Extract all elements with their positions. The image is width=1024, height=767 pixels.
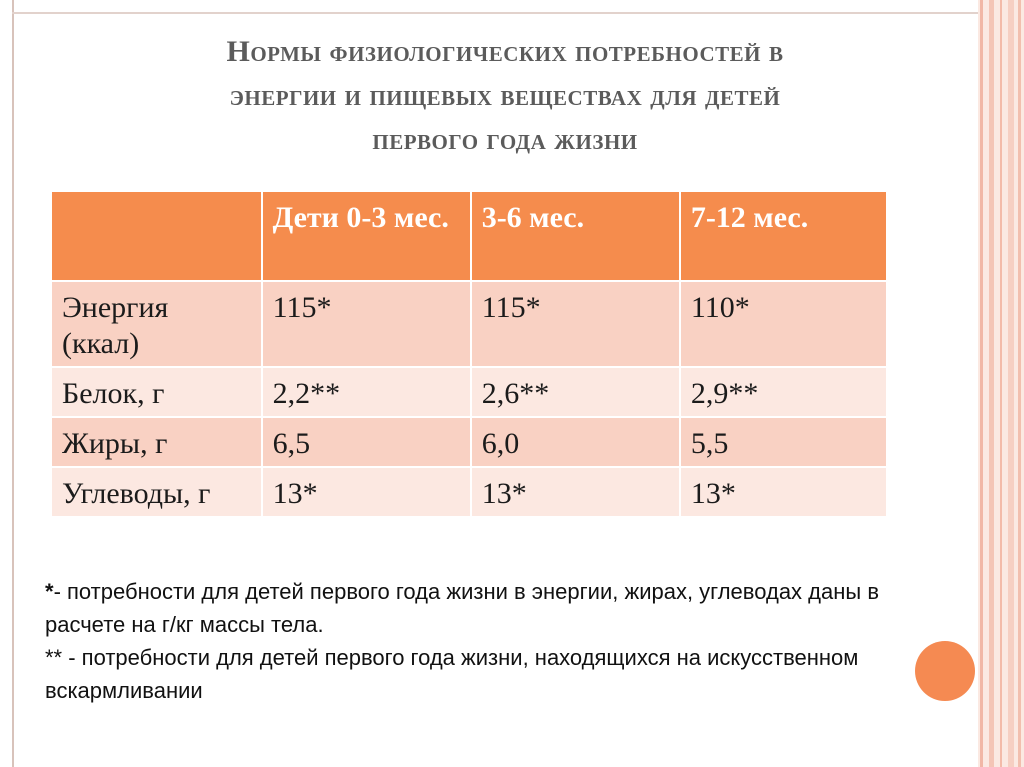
table-cell: 2,9**: [680, 367, 887, 417]
title-line-1: Нормы физиологических потребностей в: [226, 35, 784, 68]
stripe: [980, 0, 983, 767]
header-cell-7-12-months: 7-12 мес.: [680, 191, 887, 281]
stripe: [1008, 0, 1014, 767]
header-cell-empty: [51, 191, 262, 281]
table-cell: 110*: [680, 281, 887, 367]
row-label: Углеводы, г: [51, 467, 262, 517]
table-cell: 2,2**: [262, 367, 471, 417]
decorative-circle: [915, 641, 975, 701]
frame-left-line: [12, 0, 14, 767]
footnote-2: ** - потребности для детей первого года жизни, находящихся на искусственном вскармливании: [45, 645, 859, 703]
frame-top-line: [12, 12, 980, 14]
table-cell: 5,5: [680, 417, 887, 467]
stripe: [1018, 0, 1021, 767]
title-line-3: первого года жизни: [372, 123, 638, 156]
header-cell-0-3-months: Дети 0-3 мес.: [262, 191, 471, 281]
table-cell: 13*: [680, 467, 887, 517]
row-label: Белок, г: [51, 367, 262, 417]
table-cell: 115*: [471, 281, 680, 367]
footnotes: [45, 575, 925, 707]
row-label: Жиры, г: [51, 417, 262, 467]
footnote-1-text: - потребности для детей первого года жизни в энергии, жирах, углеводах даны в расчете на г/кг массы тела.: [45, 579, 880, 637]
footnote-1: [45, 575, 925, 641]
table-row-carbs: [51, 467, 887, 517]
slide-title: [60, 30, 950, 162]
norms-table: [50, 190, 888, 518]
table-header-row: [51, 191, 887, 281]
table-cell: 13*: [471, 467, 680, 517]
stripe: [1000, 0, 1002, 767]
row-label: Энергия (ккал): [51, 281, 262, 367]
header-cell-3-6-months: 3-6 мес.: [471, 191, 680, 281]
table-row-protein: [51, 367, 887, 417]
stripe: [989, 0, 994, 767]
table-row-fats: [51, 417, 887, 467]
table-cell: 6,0: [471, 417, 680, 467]
table-cell: 13*: [262, 467, 471, 517]
footnote-1-marker: *: [45, 579, 54, 604]
table-cell: 2,6**: [471, 367, 680, 417]
table-row-energy: [51, 281, 887, 367]
title-line-2: энергии и пищевых веществах для детей: [229, 79, 781, 112]
table-cell: 6,5: [262, 417, 471, 467]
table-cell: 115*: [262, 281, 471, 367]
